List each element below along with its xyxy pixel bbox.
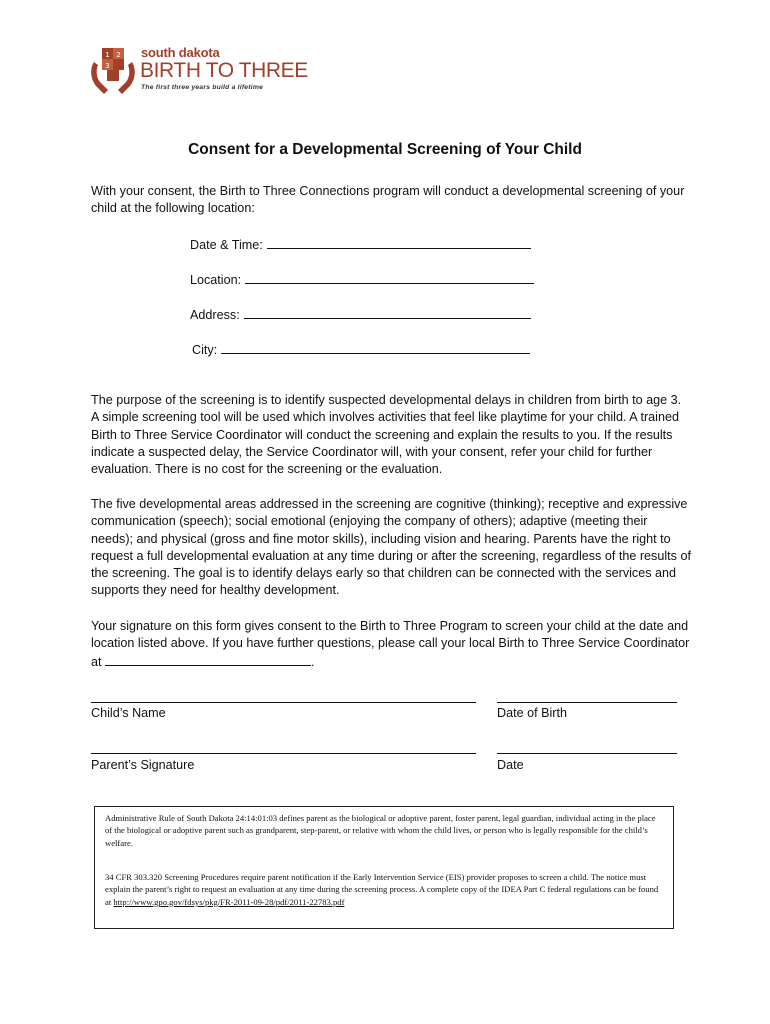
consent-text: Your signature on this form gives consent to the Birth to Three Program to screen your child at the date and location listed above. If you have further questions, please call your local Birth to Three Service Coordinator at: [91, 619, 690, 669]
logo-tagline: The first three years build a lifetime: [141, 84, 264, 91]
parent-signature-label: Parent’s Signature: [91, 758, 195, 772]
address-label: Address:: [190, 308, 240, 322]
developmental-areas-paragraph: The five developmental areas addressed in the screening are cognitive (thinking); receptive and expressive communication (speech); social emotional (enjoying the company of others); adaptive (meeting their needs); and physical (gross and fine motor skills), including vision and hearing. Parents have the right to request a full developmental evaluation at any time during or after the screening, regardless of the results of the screening. The goal is to identify delays early so that children can be connected with the services and supports they need for healthy development.: [91, 497, 691, 598]
address-field[interactable]: [190, 306, 531, 322]
date-time-field[interactable]: [190, 236, 531, 252]
location-label: Location:: [190, 273, 242, 287]
logo-state-text: south dakota: [141, 45, 220, 60]
parent-definition-note: Administrative Rule of South Dakota 24:14:01:03 defines parent as the biological or adoptive parent, foster parent, legal guardian, individual acting in the place of the biological or adoptive parent such as grandparent, step-parent, or relative with whom the child lives, or person who is legally responsible for the child’s welfare.: [105, 813, 656, 848]
legal-notes-box: [94, 806, 674, 929]
purpose-paragraph: The purpose of the screening is to identify suspected developmental delays in children from birth to age 3. A simple screening tool will be used which involves activities that feel like playtime for your child. A trained Birth to Three Service Coordinator will conduct the screening and explain the results to you. If the results indicate a suspected delay, the Service Coordinator will, with your consent, refer your child for further evaluation. There is no cost for the screening or the evaluation.: [91, 393, 682, 477]
date-of-birth-line[interactable]: [497, 702, 677, 703]
address-input-line[interactable]: [244, 306, 531, 319]
child-name-line[interactable]: [91, 702, 476, 703]
city-input-line[interactable]: [221, 341, 530, 354]
regulations-link[interactable]: http://www.gpo.gov/fdsys/pkg/FR-2011-09-28/pdf/2011-22783.pdf: [113, 896, 345, 907]
city-label: City:: [192, 343, 218, 357]
date-line[interactable]: [497, 753, 677, 754]
location-input-line[interactable]: [245, 271, 534, 284]
cfr-note-text: 34 CFR 303.320 Screening Procedures require parent notification if the Early Intervention Service (EIS) provider proposes to screen a child. The notice must explain the parent’s right to request an evaluation at any time during the screening process. A complete copy of the IDEA Part C federal regulations can be found at: [105, 872, 659, 907]
date-label: Date: [497, 758, 524, 772]
child-name-label: Child’s Name: [91, 706, 166, 720]
date-time-label: Date & Time:: [190, 238, 263, 252]
cfr-screening-note: [105, 871, 661, 908]
logo-program-text: BIRTH TO THREE: [140, 59, 308, 82]
page-title: Consent for a Developmental Screening of Your Child: [188, 141, 582, 158]
consent-paragraph: [91, 618, 691, 671]
intro-paragraph: With your consent, the Birth to Three Connections program will conduct a developmental screening of your child at the following location:: [91, 184, 685, 216]
svg-text:3: 3: [105, 62, 110, 70]
birth-to-three-logo: [88, 44, 308, 100]
date-of-birth-label: Date of Birth: [497, 706, 567, 720]
coordinator-phone-line[interactable]: [105, 653, 311, 666]
hands-and-blocks-logo-icon: [88, 44, 138, 96]
parent-signature-line[interactable]: [91, 753, 476, 754]
svg-text:1: 1: [105, 51, 110, 59]
consent-end: .: [311, 654, 315, 669]
date-time-input-line[interactable]: [267, 236, 531, 249]
location-field[interactable]: [190, 271, 534, 287]
city-field[interactable]: [192, 341, 530, 357]
svg-text:2: 2: [116, 51, 121, 59]
